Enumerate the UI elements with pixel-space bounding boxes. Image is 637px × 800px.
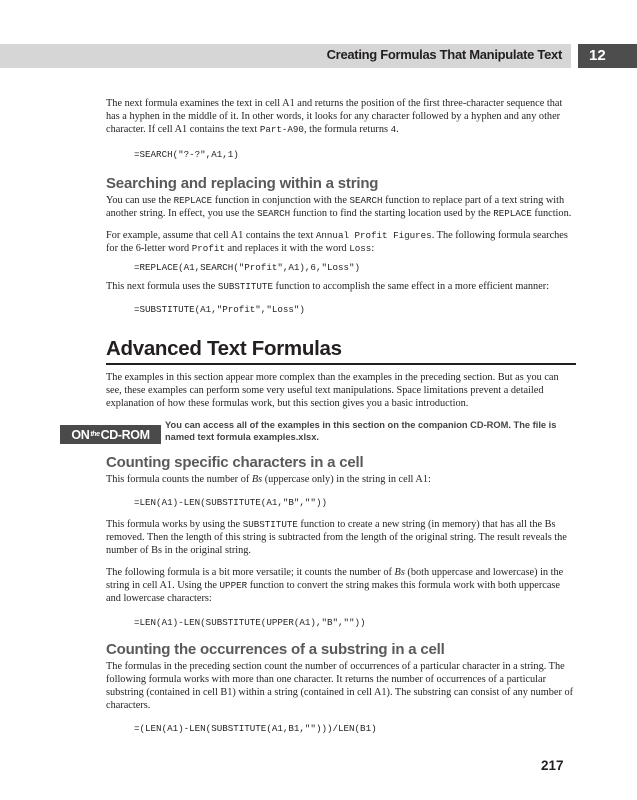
cdrom-note: You can access all of the examples in this section on the companion CD-ROM. The file is named text formula examples.xlsx. (165, 420, 557, 442)
page-body (106, 97, 576, 735)
search-formula: =SEARCH("?-?",A1,1) (134, 149, 239, 160)
page-number: 217 (541, 758, 564, 773)
chapter-number-badge: 12 (578, 44, 637, 68)
intro-paragraph: The next formula examines the text in cell A1 and returns the position of the first three-character sequence that has a hyphen in the middle of it. In other words, it looks for any character followed by a hyphen and any other character. If cell A1 contains the text Part-A90, the formula returns 4. (106, 98, 563, 135)
on-the-cd-rom-icon: $ON^{the}CD$-ROM (60, 425, 161, 444)
substring-formula: =(LEN(A1)-LEN(SUBSTITUTE(A1,B1,"")))/LEN(B1) (134, 723, 377, 734)
substitute-formula: =SUBSTITUTE(A1,"Profit","Loss") (134, 304, 305, 315)
count-b-formula: =LEN(A1)-LEN(SUBSTITUTE(A1,"B","")) (134, 497, 327, 508)
heading-counting-substring: Counting the occurrences of a substring in a cell (106, 641, 445, 658)
versatile-paragraph: The following formula is a bit more versatile; it counts the number of Bs (both uppercase and lowercase) in the string in cell A1. Using the UPPER function to convert the string makes this formula work with both uppercase and lowercase characters: (106, 567, 564, 604)
example-paragraph: For example, assume that cell A1 contains the text Annual Profit Figures. The following formula searches for the 6-letter word Profit and replaces it with the word Loss: (106, 230, 568, 254)
replace-paragraph: You can use the REPLACE function in conjunction with the SEARCH function to replace part of a text string with another string. In effect, you use the SEARCH function to find the starting location used by the REPLACE function. (106, 195, 572, 219)
running-header-title: Creating Formulas That Manipulate Text (326, 47, 562, 62)
substring-paragraph: The formulas in the preceding section count the number of occurrences of a particular character in a string. The following formula works with more than one character. It returns the number of occurrences of a particular substring (contained in cell B1) within a string (contained in cell A1). The substring can consist of any number of characters. (106, 661, 574, 711)
heading-advanced-text-formulas: Advanced Text Formulas (106, 337, 342, 360)
count-explanation-paragraph: This formula works by using the SUBSTITUTE function to create a new string (in memory) that has all the Bs removed. Then the length of this string is subtracted from the length of the original string. The result reveals the number of Bs in the original string. (106, 519, 567, 556)
substitute-paragraph: This next formula uses the SUBSTITUTE function to accomplish the same effect in a more efficient manner: (106, 281, 550, 292)
advanced-intro-paragraph: The examples in this section appear more complex than the examples in the preceding section. But as you can see, these examples can perform some very useful text manipulations. Space limitations prevent a detailed explanation of how these formulas work, but this section gives you a basic introduction. (106, 372, 559, 409)
section-rule (106, 363, 576, 365)
count-upper-formula: =LEN(A1)-LEN(SUBSTITUTE(UPPER(A1),"B","")) (134, 617, 366, 628)
heading-searching-replacing: Searching and replacing within a string (106, 175, 379, 192)
count-chars-paragraph: This formula counts the number of Bs (uppercase only) in the string in cell A1: (106, 474, 431, 485)
replace-formula: =REPLACE(A1,SEARCH("Profit",A1),6,"Loss") (134, 262, 361, 273)
heading-counting-characters: Counting specific characters in a cell (106, 454, 364, 471)
